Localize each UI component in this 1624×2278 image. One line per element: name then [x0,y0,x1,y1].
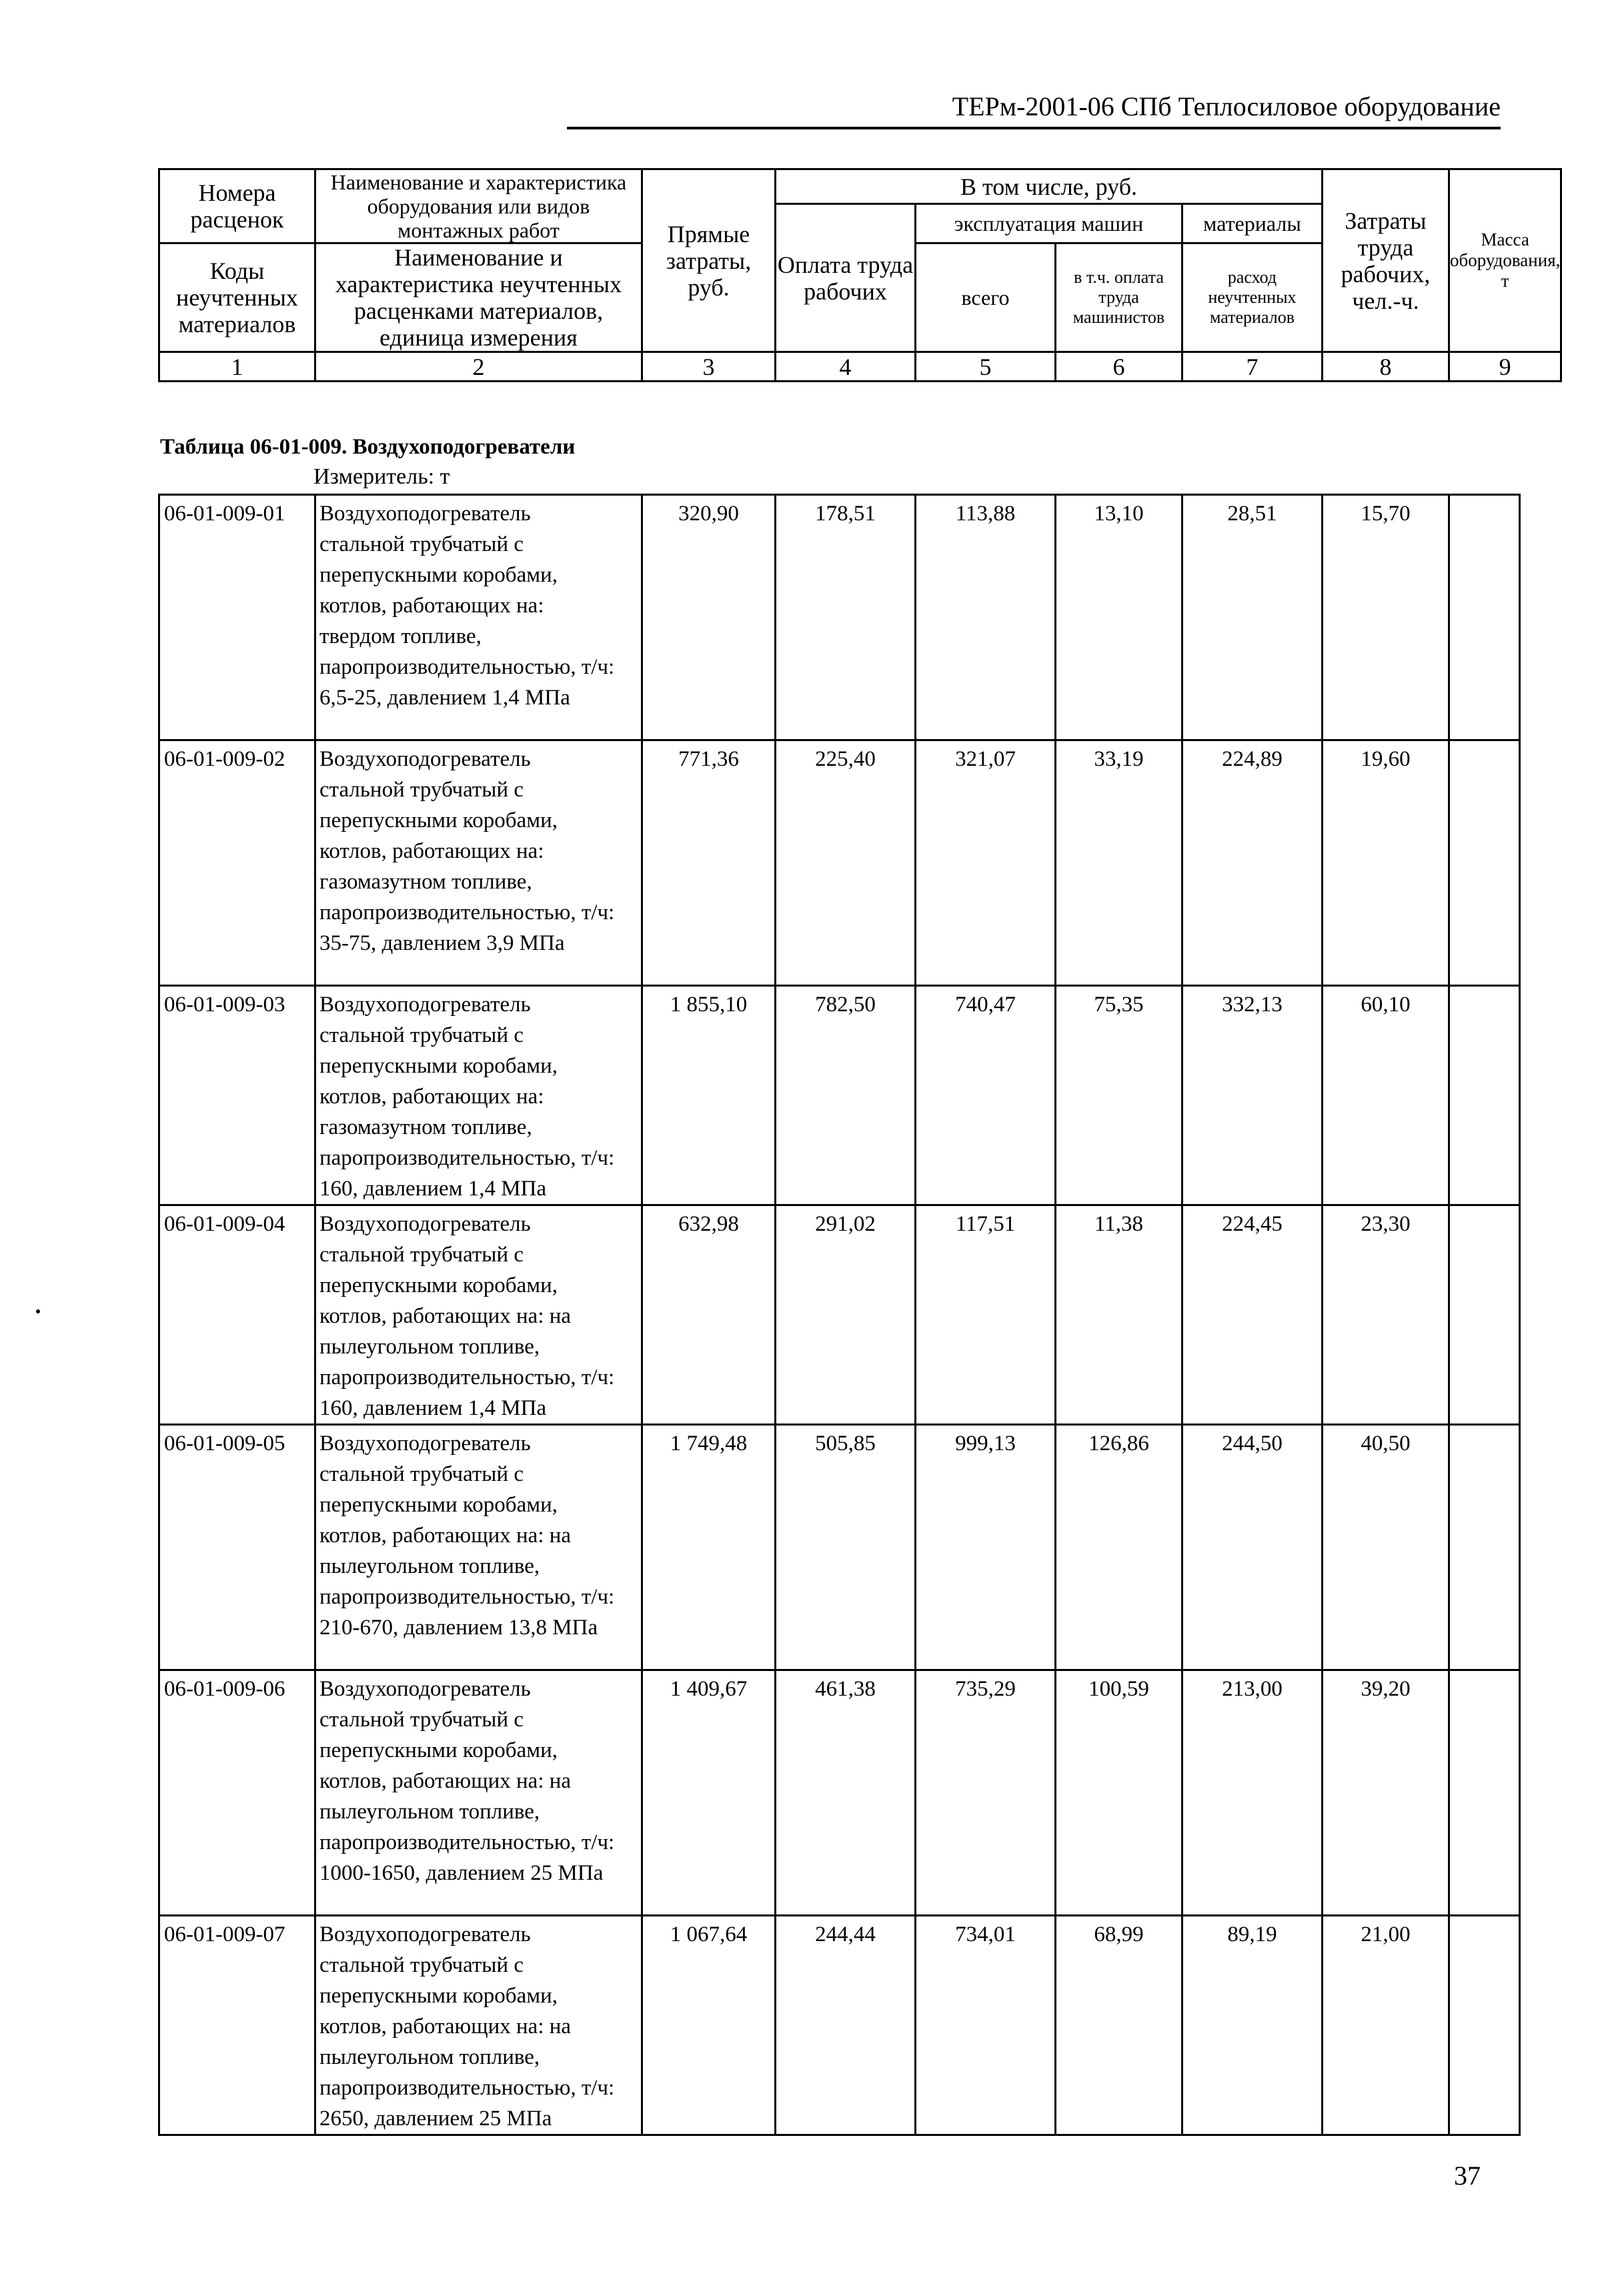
unit-caption: Измеритель: т [313,464,450,489]
description-line: котлов, работающих на: [319,594,544,618]
rate-code: 06-01-009-02 [159,740,315,986]
description-line: Воздухоподогреватель [319,1922,531,1946]
header-materials-consumption: расход неучтенных материалов [1182,243,1323,352]
materials-value: 28,51 [1182,495,1323,740]
machine-operators-value: 100,59 [1056,1670,1182,1916]
description-line: паропроизводительностью, т/ч: [319,901,615,925]
mass-value [1449,740,1520,986]
description-line: паропроизводительностью, т/ч: [319,1585,615,1609]
work-description [315,1425,642,1670]
work-description [315,1670,642,1916]
mass-value [1449,1205,1520,1425]
machines-total-value: 321,07 [916,740,1056,986]
materials-value: 89,19 [1182,1916,1323,2135]
rate-code: 06-01-009-03 [159,986,315,1205]
description-line: котлов, работающих на: на [319,1524,572,1548]
description-line: Воздухоподогреватель [319,747,531,771]
column-number: 1 [159,352,315,382]
machines-total-value: 117,51 [916,1205,1056,1425]
machines-total-value: 735,29 [916,1670,1056,1916]
machine-operators-value: 11,38 [1056,1205,1182,1425]
rate-code: 06-01-009-06 [159,1670,315,1916]
description-line: Воздухоподогреватель [319,502,531,526]
description-line: газомазутном топливе, [319,1115,532,1139]
rate-code: 06-01-009-05 [159,1425,315,1670]
header-machines-total: всего [916,243,1056,352]
mass-value [1449,1670,1520,1916]
table-row [159,1916,1520,2135]
header-direct-costs: Прямые затраты, руб. [642,169,776,352]
column-number: 7 [1182,352,1323,382]
description-line: паропроизводительностью, т/ч: [319,2076,615,2100]
table-row [159,1670,1520,1916]
description-line: перепускными коробами, [319,1273,558,1297]
rate-code: 06-01-009-04 [159,1205,315,1425]
direct-costs-value: 1 749,48 [642,1425,776,1670]
direct-costs-value: 632,98 [642,1205,776,1425]
page-number: 37 [1454,2161,1481,2191]
table-row [159,740,1520,986]
header-mass: Масса оборудования, т [1449,169,1561,352]
column-number: 8 [1323,352,1449,382]
description-line: паропроизводительностью, т/ч: [319,1146,615,1170]
column-number: 2 [315,352,642,382]
rates-table [158,494,1521,2136]
materials-value: 224,89 [1182,740,1323,986]
machine-operators-value: 75,35 [1056,986,1182,1205]
labor-pay-value: 291,02 [776,1205,916,1425]
machine-operators-value: 13,10 [1056,495,1182,740]
labor-hours-value: 19,60 [1323,740,1449,986]
labor-hours-value: 39,20 [1323,1670,1449,1916]
labor-hours-value: 40,50 [1323,1425,1449,1670]
table-row [159,986,1520,1205]
description-line: перепускными коробами, [319,1054,558,1078]
machine-operators-value: 126,86 [1056,1425,1182,1670]
column-number: 4 [776,352,916,382]
labor-hours-value: 15,70 [1323,495,1449,740]
header-name-bottom: Наименование и характеристика неучтенных расценками материалов, единица измерения [315,243,642,352]
description-line: Воздухоподогреватель [319,1212,531,1236]
work-description [315,1205,642,1425]
labor-pay-value: 461,38 [776,1670,916,1916]
header-codes-bottom: Коды неучтенных материалов [159,243,315,352]
description-line: 160, давлением 1,4 МПа [319,1396,547,1420]
labor-pay-value: 505,85 [776,1425,916,1670]
rate-code: 06-01-009-01 [159,495,315,740]
machines-total-value: 740,47 [916,986,1056,1205]
direct-costs-value: 1 855,10 [642,986,776,1205]
scan-dot [36,1309,40,1313]
direct-costs-value: 771,36 [642,740,776,986]
description-line: стальной трубчатый с [319,1953,524,1977]
work-description [315,986,642,1205]
table-caption: Таблица 06-01-009. Воздухоподогреватели [160,435,576,459]
description-line: пылеугольном топливе, [319,1554,540,1578]
description-line: стальной трубчатый с [319,1462,524,1486]
description-line: котлов, работающих на: на [319,1769,572,1793]
direct-costs-value: 1 067,64 [642,1916,776,2135]
description-line: 210-670, давлением 13,8 МПа [319,1616,598,1640]
description-line: стальной трубчатый с [319,1243,524,1267]
direct-costs-value: 320,90 [642,495,776,740]
column-number: 6 [1056,352,1182,382]
machine-operators-value: 68,99 [1056,1916,1182,2135]
description-line: пылеугольном топливе, [319,2045,540,2069]
header-materials: материалы [1182,204,1323,243]
materials-value: 244,50 [1182,1425,1323,1670]
materials-value: 213,00 [1182,1670,1323,1916]
description-line: 35-75, давлением 3,9 МПа [319,931,565,955]
column-number: 5 [916,352,1056,382]
description-line: паропроизводительностью, т/ч: [319,1830,615,1854]
machines-total-value: 734,01 [916,1916,1056,2135]
materials-value: 224,45 [1182,1205,1323,1425]
header-including: В том числе, руб. [776,169,1323,204]
mass-value [1449,1916,1520,2135]
description-line: перепускными коробами, [319,808,558,832]
machine-operators-value: 33,19 [1056,740,1182,986]
description-line: котлов, работающих на: [319,839,544,863]
description-line: газомазутном топливе, [319,870,532,894]
header-machine-operators: в т.ч. оплата труда машинистов [1056,243,1182,352]
description-line: Воздухоподогреватель [319,993,531,1017]
document-header: ТЕРм-2001-06 СПб Теплосиловое оборудование [567,87,1501,129]
description-line: стальной трубчатый с [319,1708,524,1732]
column-number: 3 [642,352,776,382]
description-line: стальной трубчатый с [319,778,524,802]
table-row [159,495,1520,740]
description-line: котлов, работающих на: на [319,2015,572,2039]
labor-pay-value: 225,40 [776,740,916,986]
labor-hours-value: 23,30 [1323,1205,1449,1425]
labor-pay-value: 244,44 [776,1916,916,2135]
header-labor-pay: Оплата труда рабочих [776,204,916,352]
materials-value: 332,13 [1182,986,1323,1205]
description-line: 6,5-25, давлением 1,4 МПа [319,686,570,710]
description-line: перепускными коробами, [319,563,558,587]
description-line: перепускными коробами, [319,1738,558,1762]
description-line: пылеугольном топливе, [319,1800,540,1824]
table-row [159,1425,1520,1670]
header-machines: эксплуатация машин [916,204,1182,243]
header-labor-costs: Затраты труда рабочих, чел.-ч. [1323,169,1449,352]
work-description [315,740,642,986]
mass-value [1449,986,1520,1205]
labor-hours-value: 60,10 [1323,986,1449,1205]
description-line: стальной трубчатый с [319,1023,524,1047]
labor-pay-value: 782,50 [776,986,916,1205]
labor-pay-value: 178,51 [776,495,916,740]
labor-hours-value: 21,00 [1323,1916,1449,2135]
header-name-top: Наименование и характеристика оборудования или видов монтажных работ [315,169,642,243]
description-line: паропроизводительностью, т/ч: [319,655,615,679]
mass-value [1449,495,1520,740]
description-line: паропроизводительностью, т/ч: [319,1365,615,1389]
description-line: котлов, работающих на: [319,1085,544,1109]
work-description [315,495,642,740]
description-line: стальной трубчатый с [319,532,524,556]
description-line: котлов, работающих на: на [319,1304,572,1328]
description-line: твердом топливе, [319,624,482,648]
machines-total-value: 113,88 [916,495,1056,740]
description-line: 2650, давлением 25 МПа [319,2107,552,2131]
mass-value [1449,1425,1520,1670]
description-line: Воздухоподогреватель [319,1677,531,1701]
column-header-table [158,168,1562,382]
column-number: 9 [1449,352,1561,382]
description-line: пылеугольном топливе, [319,1335,540,1359]
description-line: 1000-1650, давлением 25 МПа [319,1861,604,1885]
description-line: 160, давлением 1,4 МПа [319,1177,547,1201]
rate-code: 06-01-009-07 [159,1916,315,2135]
description-line: Воздухоподогреватель [319,1432,531,1456]
description-line: перепускными коробами, [319,1493,558,1517]
table-row [159,1205,1520,1425]
description-line: перепускными коробами, [319,1984,558,2008]
direct-costs-value: 1 409,67 [642,1670,776,1916]
work-description [315,1916,642,2135]
header-codes-top: Номера расценок [159,169,315,243]
machines-total-value: 999,13 [916,1425,1056,1670]
